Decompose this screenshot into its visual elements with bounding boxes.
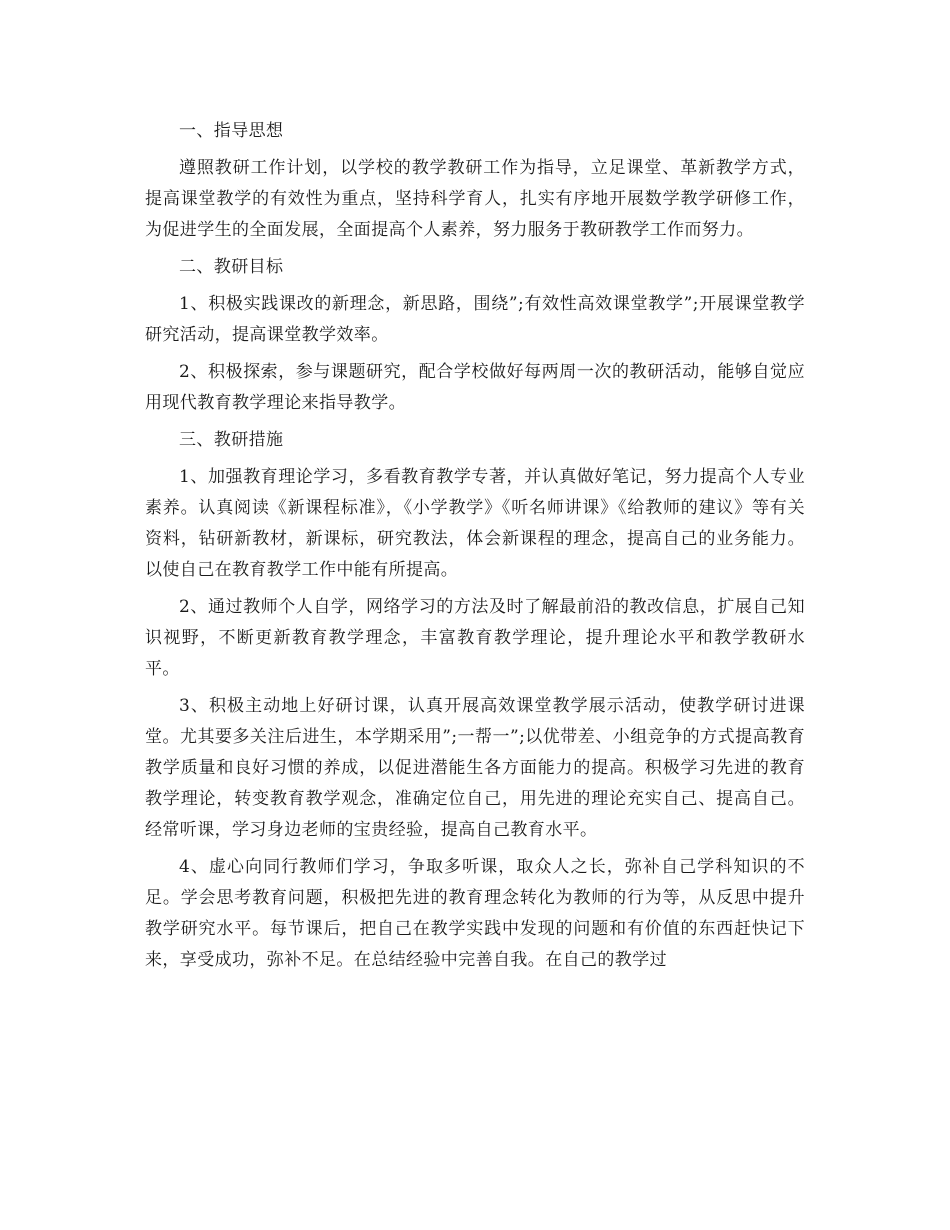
- paragraph-guiding-thought: 遵照教研工作计划，以学校的教学教研工作为指导，立足课堂、革新教学方式，提高课堂教学的有效性为重点，坚持科学育人，扎实有序地开展数学教学研修工作，为促进学生的全面发展，全面提高个人素养，努力服务于教研教学工作而努力。: [145, 158, 805, 240]
- document-body: [145, 116, 805, 976]
- paragraph-measure-2: 2、通过教师个人自学，网络学习的方法及时了解最前沿的教改信息，扩展自己知识视野，不断更新教育教学理念，丰富教育教学理论，提升理论水平和教学教研水平。: [145, 597, 805, 679]
- section-heading-research-measures: 三、教研措施: [179, 430, 284, 450]
- paragraph-measure-1: 1、加强教育理论学习，多看教育教学专著，并认真做好笔记，努力提高个人专业素养。认真阅读《新课程标准》，《小学教学》《听名师讲课》《给教师的建议》等有关资料，钻研新教材，新课标，研究教法，体会新课程的理念，提高自己的业务能力。以使自己在教育教学工作中能有所提高。: [145, 467, 805, 580]
- paragraph-goal-1: 1、积极实践课改的新理念，新思路，围绕”;有效性高效课堂教学”;开展课堂教学研究活动，提高课堂教学效率。: [145, 294, 805, 345]
- paragraph-measure-3: 3、积极主动地上好研讨课，认真开展高效课堂教学展示活动，使教学研讨进课堂。尤其要多关注后进生，本学期采用”;一帮一”;以优带差、小组竞争的方式提高教育教学质量和良好习惯的养成，以促进潜能生各方面能力的提高。积极学习先进的教育教学理论，转变教育教学观念，准确定位自己，用先进的理论充实自己、提高自己。经常听课，学习身边老师的宝贵经验，提高自己教育水平。: [145, 696, 805, 840]
- paragraph-goal-2: 2、积极探索，参与课题研究，配合学校做好每两周一次的教研活动，能够自觉应用现代教育教学理论来指导教学。: [145, 362, 805, 413]
- section-heading-guiding-thought: 一、指导思想: [179, 121, 284, 141]
- section-heading-research-goals: 二、教研目标: [179, 257, 284, 277]
- paragraph-measure-4: 4、虚心向同行教师们学习，争取多听课，取众人之长，弥补自己学科知识的不足。学会思考教育问题，积极把先进的教育理念转化为教师的行为等，从反思中提升教学研究水平。每节课后，把自己在教学实践中发现的问题和有价值的东西赶快记下来，享受成功，弥补不足。在总结经验中完善自我。在自己的教学过: [145, 857, 805, 970]
